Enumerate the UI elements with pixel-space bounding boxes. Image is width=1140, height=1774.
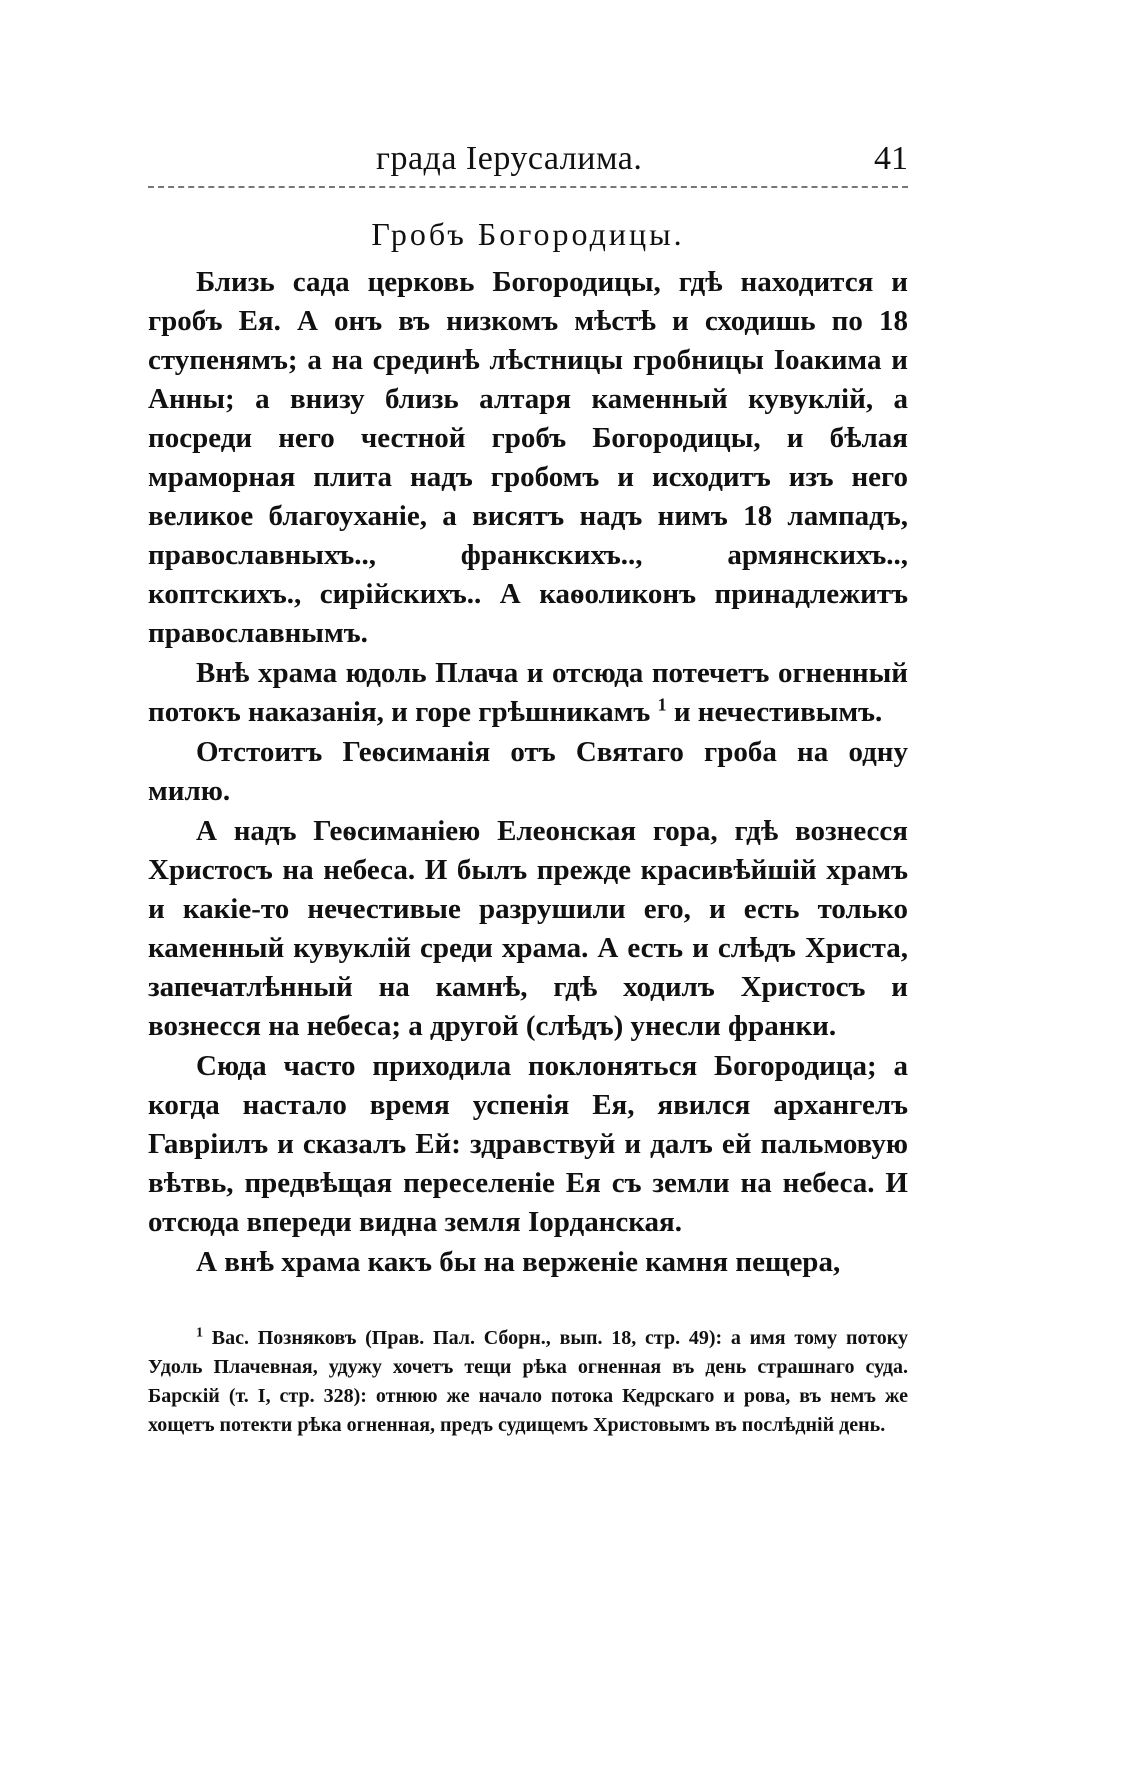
page-number: 41 — [874, 140, 908, 177]
paragraph-2-text: Внѣ храма юдоль Плача и отсюда потечетъ огненный потокъ наказанія, и горе грѣшникамъ — [148, 657, 908, 728]
footnote-1 — [148, 1324, 908, 1440]
running-title: града Іерусалима. — [376, 140, 643, 177]
footnote-reference: 1 — [657, 694, 667, 715]
paragraph-1: Близь сада церковь Богородицы, гдѣ находится и гробъ Ея. А онъ въ низкомъ мѣстѣ и сходишь по 18 ступенямъ; а на срединѣ лѣстницы гробницы Іоакима и Анны; а внизу близь алтаря каменный кувуклій, а посреди него честной гробъ Богородицы, и бѣлая мраморная плита надъ гробомъ и исходитъ изъ него великое благоуханіе, а висятъ надъ нимъ 18 лампадъ, православныхъ.., франкскихъ.., армянскихъ.., коптскихъ., сирійскихъ.. А каѳоликонъ принадлежитъ православнымъ. — [148, 266, 908, 649]
book-page — [148, 140, 908, 1440]
footnote-mark: 1 — [196, 1325, 203, 1341]
paragraph-4: А надъ Геѳсиманіею Елеонская гора, гдѣ вознесся Христосъ на небеса. И былъ прежде красивѣйшій храмъ и какіе-то нечестивые разрушили его, и есть только каменный кувуклій среди храма. А есть и слѣдъ Христа, запечатлѣнный на камнѣ, гдѣ ходилъ Христосъ и вознесся на небеса; а другой (слѣдъ) унесли франки. — [148, 815, 908, 1042]
footnotes — [148, 1324, 908, 1440]
footnote-text: Вас. Позняковъ (Прав. Пал. Сборн., вып. 18, стр. 49): а имя тому потоку Удоль Плачевная, удужу хочетъ тещи рѣка огненная въ день страшнаго суда. Барскій (т. I, стр. 328): отнюю же начало потока Кедрскаго и рова, въ немъ же хощетъ потекти рѣка огненная, предъ судищемъ Христовымъ въ послѣдній день. — [148, 1327, 908, 1436]
header-divider — [148, 186, 908, 188]
running-head — [148, 140, 908, 188]
body-text — [148, 263, 908, 1282]
paragraph-3: Отстоитъ Геѳсиманія отъ Святаго гроба на одну милю. — [148, 736, 908, 807]
paragraph-2 — [148, 654, 908, 732]
paragraph-5: Сюда часто приходила поклоняться Богородица; а когда настало время успенія Ея, явился архангелъ Гавріилъ и сказалъ Ей: здравствуй и далъ ей пальмовую вѣтвь, предвѣщая переселеніе Ея съ земли на небеса. И отсюда впереди видна земля Іорданская. — [148, 1050, 908, 1238]
paragraph-6: А внѣ храма какъ бы на верженіе камня пещера, — [196, 1246, 841, 1278]
section-title: Гробъ Богородицы. — [371, 216, 685, 252]
paragraph-2-end: и нечестивымъ. — [666, 696, 883, 728]
